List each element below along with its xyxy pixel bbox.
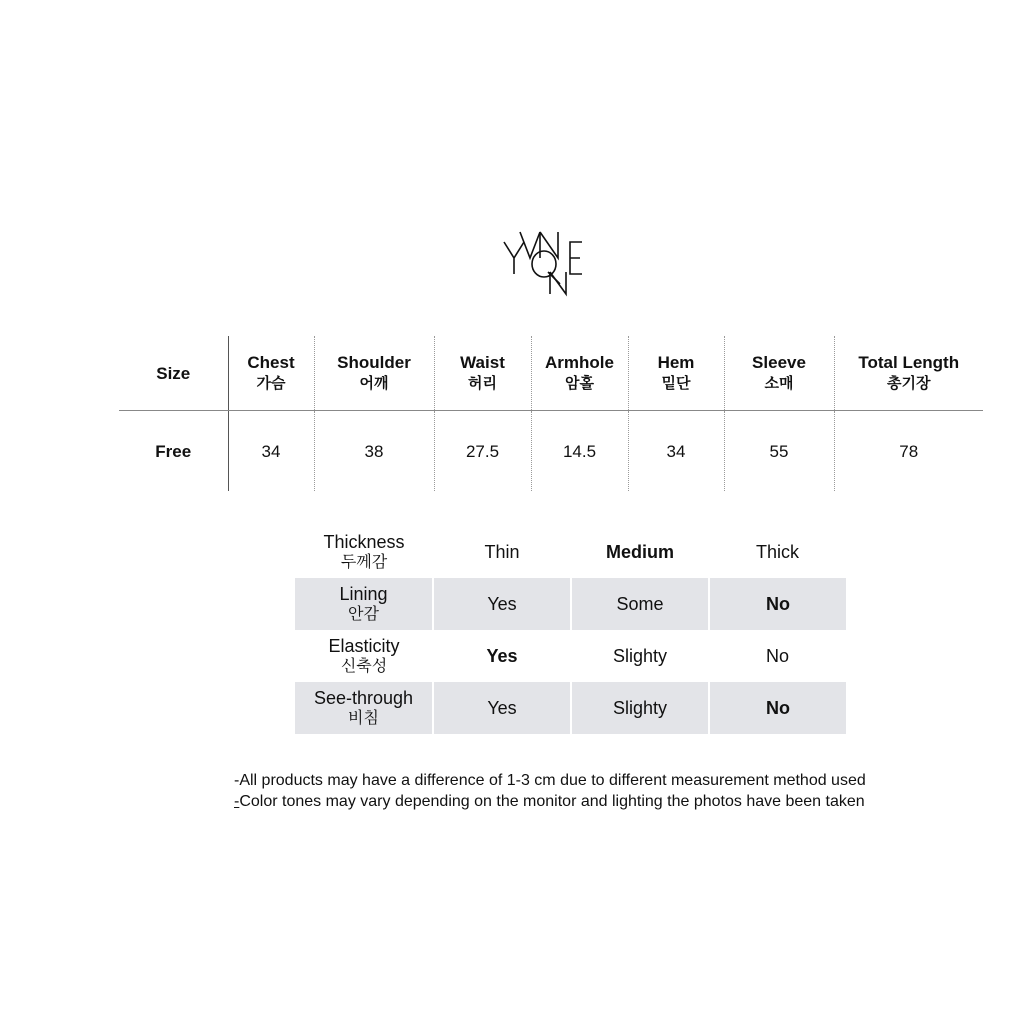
fabric-option: Yes [433, 578, 571, 630]
value-chest: 34 [228, 411, 314, 492]
fabric-option: No [709, 578, 846, 630]
fabric-row-thickness [295, 526, 846, 578]
fabric-label: Lining 안감 [295, 578, 433, 630]
note-color [234, 791, 954, 812]
fabric-option: No [765, 646, 789, 666]
fabric-option: Yes [486, 646, 518, 666]
value-armhole: 14.5 [531, 411, 628, 492]
fabric-option: Medium [605, 542, 674, 562]
disclaimer-notes [234, 770, 954, 812]
fabric-info-table [295, 526, 846, 734]
brand-logo [500, 228, 604, 298]
size-chart-header [119, 336, 983, 411]
value-total-length: 78 [899, 441, 919, 461]
fabric-option: Thick [755, 542, 799, 562]
header-hem: Hem 밑단 [628, 336, 724, 411]
fabric-option: Thin [484, 542, 520, 562]
note-measurement: -All products may have a difference of 1-3 cm due to different measurement method used [234, 772, 866, 789]
size-chart [119, 336, 983, 491]
fabric-label: Thickness 두께감 [323, 532, 405, 571]
fabric-option: Some [571, 578, 709, 630]
header-chest: Chest 가슴 [228, 336, 314, 411]
header-total-length: Total Length 총기장 [834, 336, 983, 411]
fabric-label: Elasticity 신축성 [328, 636, 400, 675]
value-hem: 34 [628, 411, 724, 492]
fabric-option: Yes [433, 682, 571, 734]
note-dash: - [234, 793, 240, 810]
value-sleeve: 55 [724, 411, 834, 492]
fabric-label: See-through 비침 [295, 682, 433, 734]
header-armhole: Armhole 암홀 [531, 336, 628, 411]
fabric-option: Slighty [571, 682, 709, 734]
header-sleeve: Sleeve 소매 [724, 336, 834, 411]
value-waist: 27.5 [434, 411, 531, 492]
note-color-text: Color tones may vary depending on the monitor and lighting the photos have been taken [239, 793, 865, 810]
header-shoulder: Shoulder 어깨 [314, 336, 434, 411]
size-row [119, 411, 983, 492]
size-label: Free [119, 411, 228, 492]
header-size: Size [119, 336, 228, 411]
fabric-option: No [709, 682, 846, 734]
header-waist: Waist 허리 [434, 336, 531, 411]
fabric-row-elasticity [295, 630, 846, 682]
value-shoulder: 38 [314, 411, 434, 492]
brand-logo-mark [500, 228, 604, 298]
fabric-row-see-through [295, 682, 846, 734]
fabric-row-lining [295, 578, 846, 630]
fabric-option: Slighty [612, 646, 668, 666]
